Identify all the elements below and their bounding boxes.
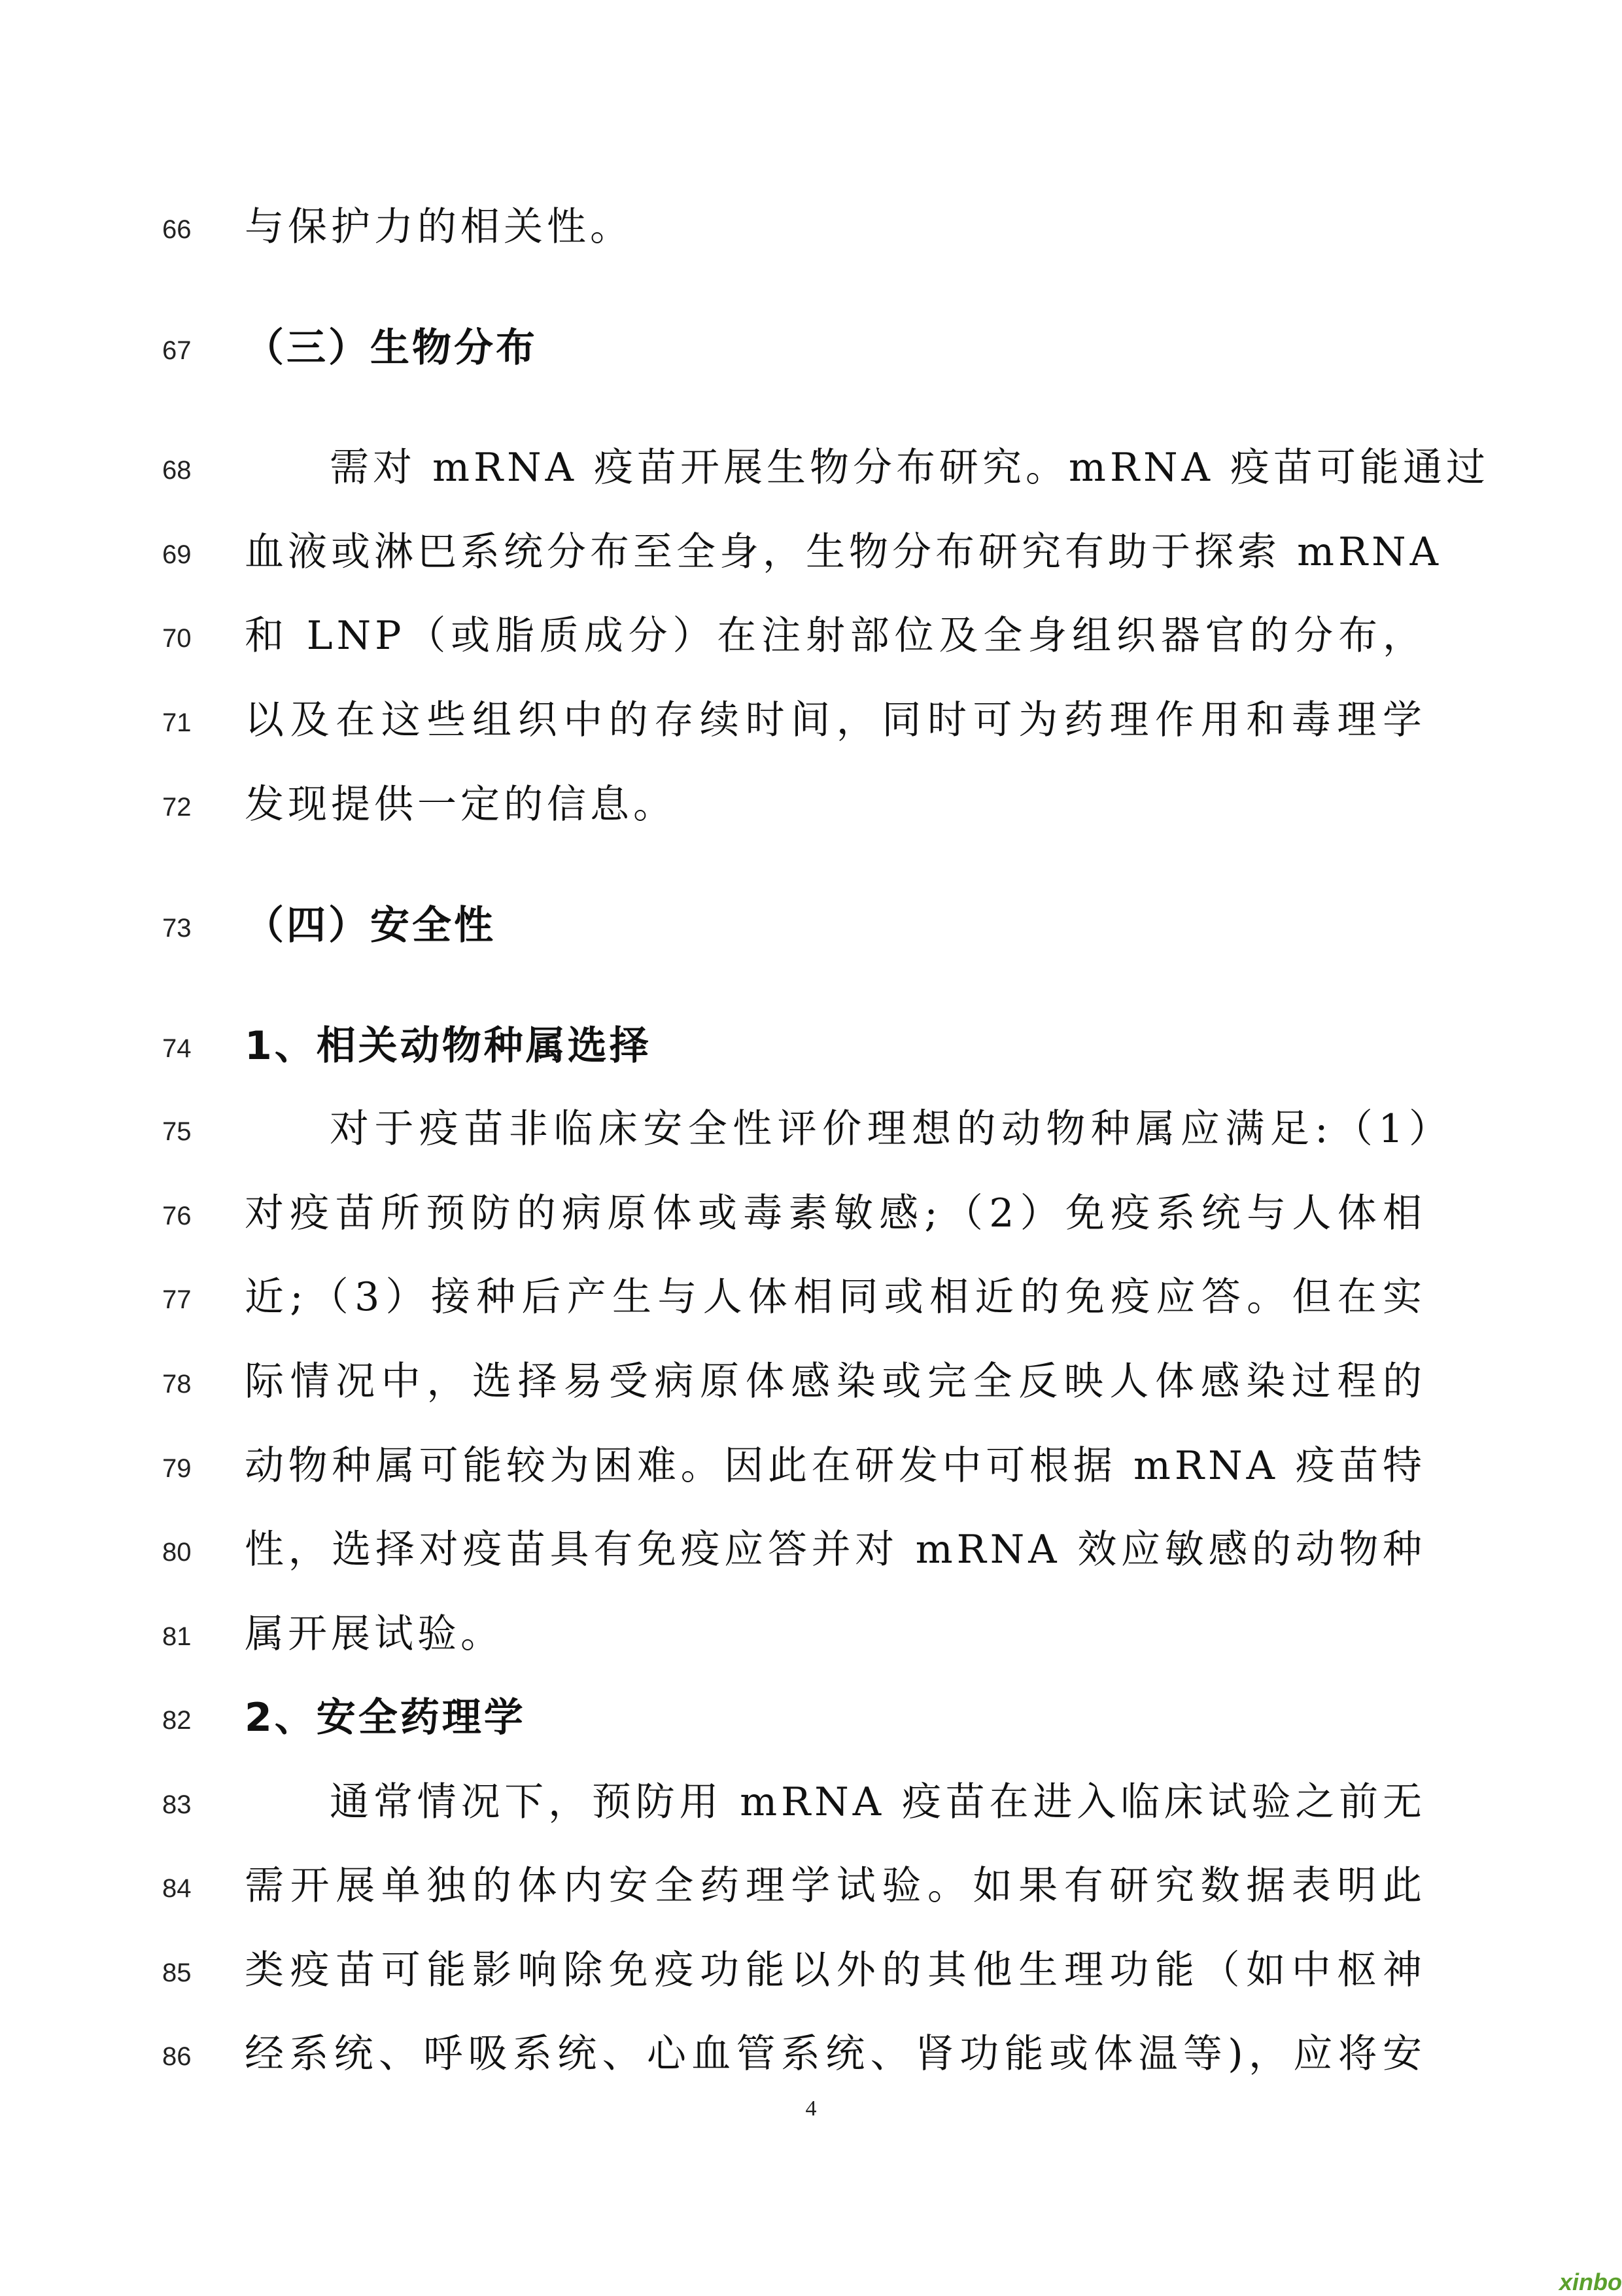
text-line-72: [0, 765, 1622, 844]
line-text: 经系统、呼吸系统、心血管系统、肾功能或体温等)，应将安: [245, 2031, 1426, 2077]
text-line-70: [0, 597, 1622, 675]
line-text: 属开展试验。: [245, 1611, 504, 1657]
text-line-68: [0, 428, 1622, 507]
text-line-78: [0, 1342, 1622, 1421]
text-line-71: [0, 681, 1622, 759]
line-number: 86: [162, 2042, 192, 2071]
line-number: 75: [162, 1117, 192, 1146]
line-text: 近;（3）接种后产生与人体相同或相近的免疫应答。但在实: [245, 1274, 1426, 1320]
line-text: 通常情况下，预防用 mRNA 疫苗在进入临床试验之前无: [330, 1779, 1426, 1825]
text-line-81: [0, 1595, 1622, 1673]
page-number: 4: [805, 2096, 817, 2121]
text-line-79: [0, 1427, 1622, 1505]
line-text: 与保护力的相关性。: [245, 204, 633, 250]
line-text: 需开展单独的体内安全药理学试验。如果有研究数据表明此: [245, 1863, 1426, 1909]
subsection-heading-74: [0, 1007, 1622, 1085]
line-number: 81: [162, 1622, 192, 1651]
line-number: 77: [162, 1285, 192, 1314]
line-text: 性，选择对疫苗具有免疫应答并对 mRNA 效应敏感的动物种: [245, 1527, 1426, 1573]
line-number: 78: [162, 1370, 192, 1399]
line-number: 66: [162, 215, 192, 244]
line-text: 需对 mRNA 疫苗开展生物分布研究。mRNA 疫苗可能通过: [330, 445, 1490, 491]
line-number: 85: [162, 1958, 192, 1987]
line-number: 79: [162, 1454, 192, 1483]
line-text: 类疫苗可能影响除免疫功能以外的其他生理功能（如中枢神: [245, 1947, 1426, 1993]
line-number: 71: [162, 708, 192, 737]
text-line-86: [0, 2015, 1622, 2093]
line-text: 对于疫苗非临床安全性评价理想的动物种属应满足:（1）: [330, 1106, 1452, 1152]
line-number: 69: [162, 540, 192, 569]
subsection-heading-text: 1、相关动物种属选择: [245, 1023, 651, 1069]
line-text: 发现提供一定的信息。: [245, 782, 676, 827]
watermark-logo: xinbo: [1559, 2269, 1622, 2295]
line-text: 动物种属可能较为困难。因此在研发中可根据 mRNA 疫苗特: [245, 1443, 1426, 1489]
text-line-75: [0, 1090, 1622, 1168]
text-line-69: [0, 513, 1622, 591]
line-number: 82: [162, 1706, 192, 1735]
section-heading-67: [0, 309, 1622, 387]
line-number: 84: [162, 1874, 192, 1903]
text-line-83: [0, 1763, 1622, 1841]
text-line-76: [0, 1174, 1622, 1253]
line-text: 以及在这些组织中的存续时间，同时可为药理作用和毒理学: [245, 697, 1426, 743]
text-line-77: [0, 1258, 1622, 1336]
line-text: 对疫苗所预防的病原体或毒素敏感;（2）免疫系统与人体相: [245, 1191, 1426, 1236]
text-line-66: [0, 188, 1622, 266]
line-number: 70: [162, 624, 192, 653]
subsection-heading-82: [0, 1679, 1622, 1757]
line-text: 和 LNP（或脂质成分）在注射部位及全身组织器官的分布，: [245, 613, 1426, 659]
text-line-80: [0, 1510, 1622, 1589]
line-number: 80: [162, 1538, 192, 1567]
text-line-84: [0, 1847, 1622, 1925]
line-number: 74: [162, 1034, 192, 1063]
section-heading-text: （四）安全性: [245, 903, 496, 948]
line-text: 际情况中，选择易受病原体感染或完全反映人体感染过程的: [245, 1359, 1426, 1404]
text-line-85: [0, 1931, 1622, 2009]
section-heading-73: [0, 886, 1622, 965]
line-text: 血液或淋巴系统分布至全身，生物分布研究有助于探索 mRNA: [245, 529, 1442, 575]
subsection-heading-text: 2、安全药理学: [245, 1695, 526, 1741]
line-number: 67: [162, 336, 192, 365]
line-number: 68: [162, 456, 192, 485]
line-number: 72: [162, 793, 192, 822]
line-number: 73: [162, 914, 192, 943]
section-heading-text: （三）生物分布: [245, 325, 538, 371]
line-number: 83: [162, 1790, 192, 1819]
line-number: 76: [162, 1202, 192, 1230]
